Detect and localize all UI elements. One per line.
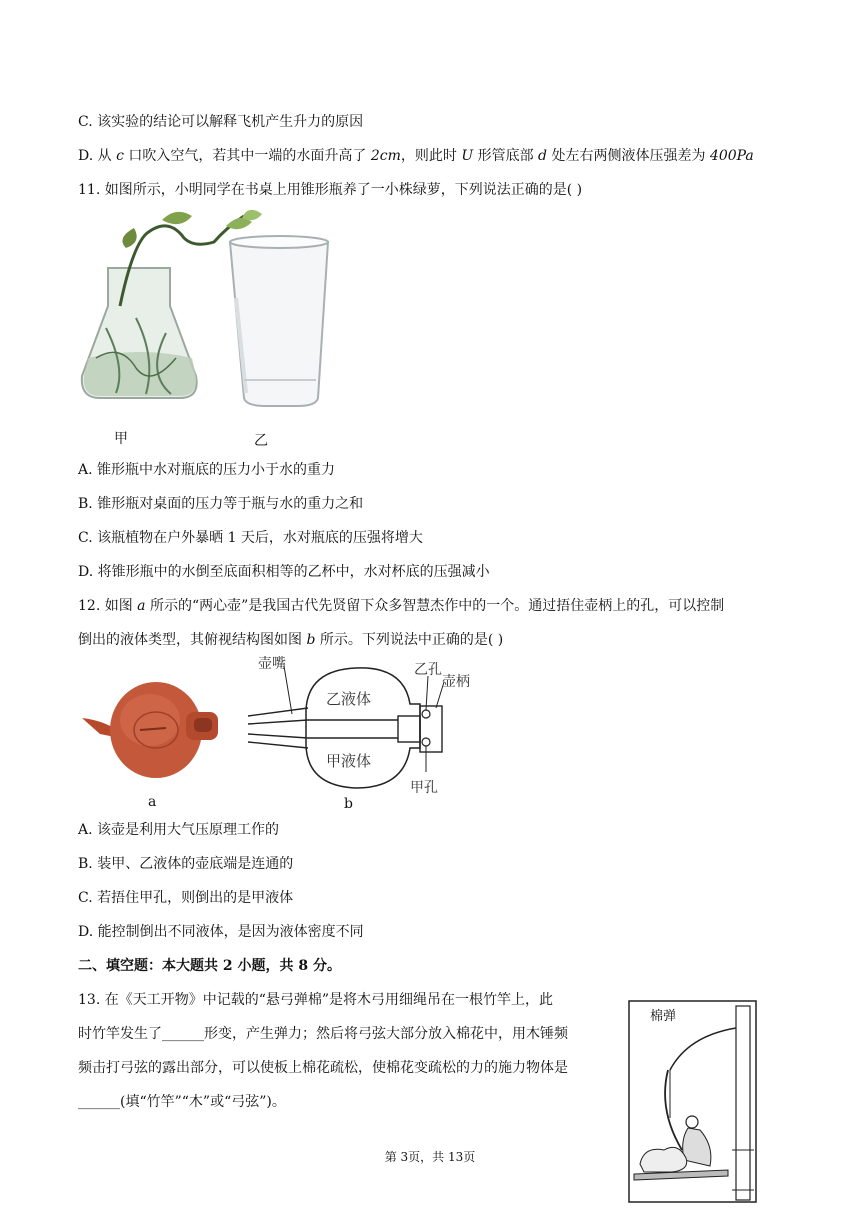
illustration-title: 棉弹 — [650, 1009, 677, 1024]
diagram-label-liquid-jia: 甲液体 — [326, 752, 372, 770]
var-d: d — [538, 148, 547, 164]
q11-option-a: A. 锥形瓶中水对瓶底的压力小于水的重力 — [78, 462, 336, 478]
q12-stem-line2 — [78, 630, 503, 650]
label-yi: 乙 — [254, 433, 268, 449]
var-u: U — [461, 148, 474, 164]
diagram-label-handle: 壶柄 — [442, 674, 470, 690]
q11-option-d: D. 将锥形瓶中的水倒至底面积相等的乙杯中，水对杯底的压强减小 — [78, 564, 490, 580]
diagram-label-hole-yi: 乙孔 — [414, 662, 442, 678]
q12-option-d: D. 能控制倒出不同液体，是因为液体密度不同 — [78, 924, 364, 940]
section-heading: 二、填空题：本大题共 2 小题，共 8 分。 — [78, 958, 341, 974]
q11-option-b: B. 锥形瓶对桌面的压力等于瓶与水的重力之和 — [78, 496, 364, 512]
q11-stem: 11. 如图所示，小明同学在书桌上用锥形瓶养了一小株绿萝，下列说法正确的是( ) — [78, 182, 583, 198]
q12-option-a: A. 该壶是利用大气压原理工作的 — [78, 822, 280, 838]
text-part: 形管底部 — [473, 148, 539, 164]
var-2cm: 2cm — [370, 148, 401, 164]
diagram-label-hole-jia: 甲孔 — [410, 780, 438, 796]
fig-b-label: b — [344, 796, 353, 812]
text-part: 倒出的液体类型，其俯视结构图如图 — [78, 632, 307, 648]
q13-line1: 13. 在《天工开物》中记载的“悬弓弹棉”是将木弓用细绳吊在一根竹竿上，此 — [78, 992, 554, 1008]
diagram-label-liquid-yi: 乙液体 — [326, 690, 372, 708]
option-c-prev: C. 该实验的结论可以解释飞机产生升力的原因 — [78, 114, 364, 130]
q12-option-c: C. 若捂住甲孔，则倒出的是甲液体 — [78, 890, 294, 906]
q13-line2: 时竹竿发生了______形变，产生弹力；然后将弓弦大部分放入棉花中，用木锤频 — [78, 1026, 568, 1042]
var-400pa: 400Pa — [709, 148, 754, 164]
q12-option-b: B. 装甲、乙液体的壶底端是连通的 — [78, 856, 294, 872]
two-heart-pot-diagram — [244, 656, 480, 804]
var-c: c — [116, 148, 124, 164]
text-part: 处左右两侧液体压强差为 — [547, 148, 710, 164]
text-part: ，则此时 — [400, 148, 462, 164]
q11-figure-flask-and-glass — [76, 208, 336, 418]
q13-line4: ______(填“竹竿”“木”或“弓弦”)。 — [78, 1094, 286, 1110]
text-part: 12. 如图 — [78, 598, 138, 614]
diagram-label-spout: 壶嘴 — [258, 656, 286, 672]
page-footer: 第 3页，共 13页 — [384, 1150, 476, 1164]
text-part: 所示。下列说法中正确的是( ) — [315, 632, 504, 648]
text-part: 口吹入空气，若其中一端的水面升高了 — [123, 148, 371, 164]
var-b: b — [306, 632, 316, 648]
option-d-prev — [78, 146, 754, 166]
q11-option-c: C. 该瓶植物在户外暴晒 1 天后，水对瓶底的压强将增大 — [78, 530, 423, 546]
teapot-photo — [80, 668, 226, 798]
cotton-bow-illustration — [628, 1000, 758, 1204]
drinking-glass-image — [230, 236, 328, 406]
q12-stem-line1 — [78, 596, 724, 616]
fig-a-label: a — [148, 794, 157, 810]
text-part: D. 从 — [78, 148, 117, 164]
q13-line3: 频击打弓弦的露出部分，可以使板上棉花疏松，使棉花变疏松的力的施力物体是 — [78, 1060, 568, 1076]
var-a: a — [137, 598, 146, 614]
text-part: 所示的“两心壶”是我国古代先贤留下众多智慧杰作中的一个。通过捂住壶柄上的孔，可以控制 — [145, 598, 725, 614]
label-jia: 甲 — [114, 431, 128, 447]
